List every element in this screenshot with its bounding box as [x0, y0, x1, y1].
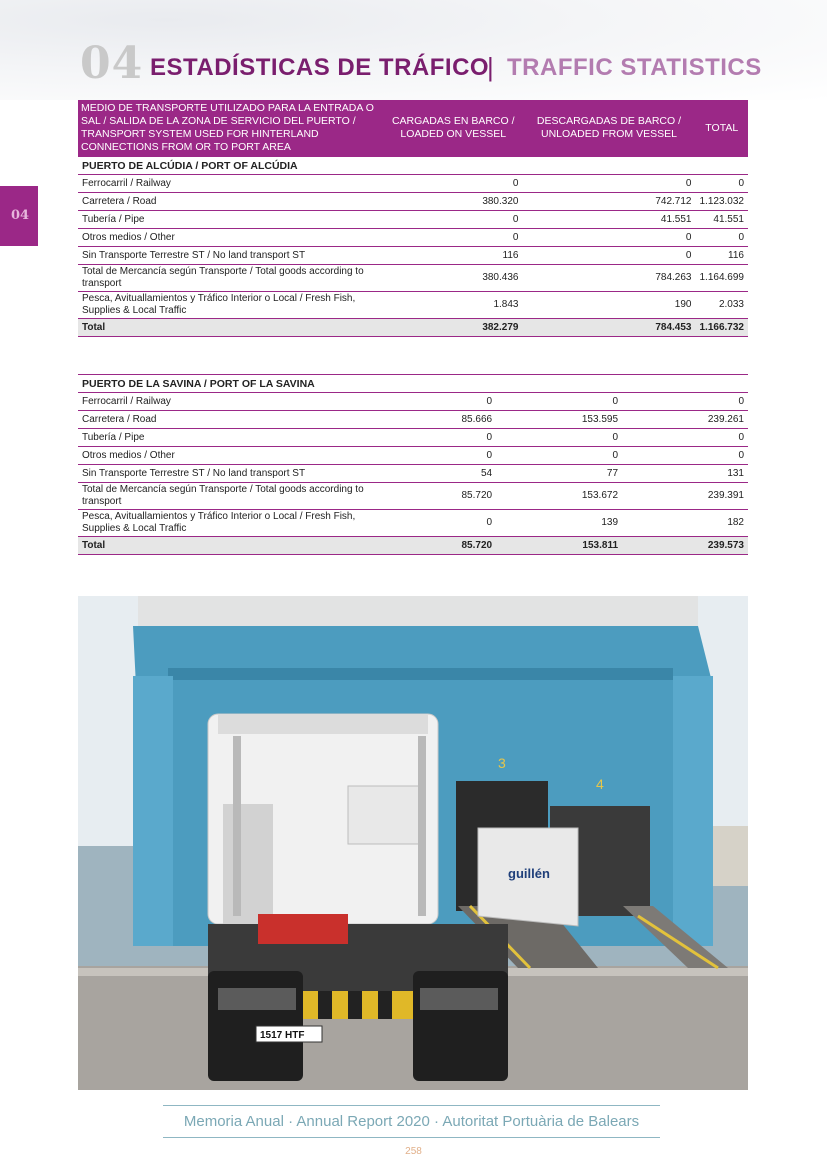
loaded-value: 116: [384, 247, 522, 265]
unloaded-value: 784.263: [522, 265, 695, 292]
total-value: 2.033: [695, 292, 748, 319]
unloaded-value: 153.672: [496, 483, 622, 510]
deck-number-4: 4: [596, 776, 604, 792]
title-separator: |: [487, 52, 494, 82]
total-row: [78, 537, 748, 555]
chapter-number: 04: [80, 38, 144, 89]
page-title-es: ESTADÍSTICAS DE TRÁFICO: [150, 54, 490, 81]
port-name: PUERTO DE LA SAVINA / PORT OF LA SAVINA: [78, 375, 748, 393]
table-row: [78, 247, 748, 265]
table-row: [78, 510, 748, 537]
header-unloaded: DESCARGADAS DE BARCO / UNLOADED FROM VESSEL: [522, 100, 695, 157]
port-row: [78, 375, 748, 393]
header-loaded: CARGADAS EN BARCO / LOADED ON VESSEL: [384, 100, 522, 157]
loaded-value: 0: [386, 429, 496, 447]
traffic-table-la-savina: [78, 374, 748, 555]
side-tab-label: 04: [11, 208, 30, 223]
unloaded-value: 0: [496, 447, 622, 465]
total-value: 41.551: [695, 211, 748, 229]
table-row: [78, 229, 748, 247]
trailer-brand: guillén: [508, 866, 550, 881]
table-row: [78, 292, 748, 319]
table-row: [78, 175, 748, 193]
header-total: TOTAL: [695, 100, 748, 157]
total-unloaded: 153.811: [496, 537, 622, 555]
unloaded-value: 153.595: [496, 411, 622, 429]
unloaded-value: 190: [522, 292, 695, 319]
total-value: 131: [622, 465, 748, 483]
row-label: Otros medios / Other: [78, 229, 384, 247]
chapter-side-tab: [0, 186, 38, 246]
ferry-truck-photo: [78, 596, 748, 1090]
loaded-value: 85.720: [386, 483, 496, 510]
row-label: Ferrocarril / Railway: [78, 175, 384, 193]
loaded-value: 1.843: [384, 292, 522, 319]
total-loaded: 85.720: [386, 537, 496, 555]
traffic-table-alcudia: [78, 100, 748, 337]
unloaded-value: 0: [522, 229, 695, 247]
loaded-value: 0: [384, 211, 522, 229]
port-name: PUERTO DE ALCÚDIA / PORT OF ALCÚDIA: [78, 157, 748, 175]
row-label: Carretera / Road: [78, 193, 384, 211]
total-value: 0: [622, 393, 748, 411]
loaded-value: 380.320: [384, 193, 522, 211]
total-total: 1.166.732: [695, 319, 748, 337]
total-row: [78, 319, 748, 337]
row-label: Total de Mercancía según Transporte / Total goods according to transport: [78, 483, 386, 510]
unloaded-value: 77: [496, 465, 622, 483]
port-row: [78, 157, 748, 175]
total-label: Total: [78, 319, 384, 337]
unloaded-value: 41.551: [522, 211, 695, 229]
total-value: 1.123.032: [695, 193, 748, 211]
unloaded-value: 139: [496, 510, 622, 537]
total-unloaded: 784.453: [522, 319, 695, 337]
total-value: 0: [622, 429, 748, 447]
deck-number-3: 3: [498, 755, 506, 771]
table-row: [78, 393, 748, 411]
loaded-value: 0: [384, 229, 522, 247]
license-plate: 1517 HTF: [260, 1030, 305, 1041]
table-row: [78, 211, 748, 229]
row-label: Sin Transporte Terrestre ST / No land transport ST: [78, 247, 384, 265]
header-transport-system: MEDIO DE TRANSPORTE UTILIZADO PARA LA ENTRADA O SAL / SALIDA DE LA ZONA DE SERVICIO DEL PUERTO / TRANSPORT SYSTEM USED FOR HINTERLAND CONNECTIONS FROM OR TO PORT AREA: [78, 100, 384, 157]
loaded-value: 380.436: [384, 265, 522, 292]
loaded-value: 0: [384, 175, 522, 193]
row-label: Sin Transporte Terrestre ST / No land transport ST: [78, 465, 386, 483]
row-label: Pesca, Avituallamientos y Tráfico Interior o Local / Fresh Fish, Supplies & Local Traffic: [78, 292, 384, 319]
table-header-row: [78, 100, 748, 157]
page-number: 258: [405, 1146, 422, 1157]
unloaded-value: 0: [496, 429, 622, 447]
loaded-value: 85.666: [386, 411, 496, 429]
footer-rule-bottom: [163, 1137, 660, 1138]
loaded-value: 54: [386, 465, 496, 483]
unloaded-value: 742.712: [522, 193, 695, 211]
row-label: Tubería / Pipe: [78, 211, 384, 229]
total-value: 0: [695, 229, 748, 247]
table-row: [78, 411, 748, 429]
table-row: [78, 483, 748, 510]
footer-rule-top: [163, 1105, 660, 1106]
loaded-value: 0: [386, 510, 496, 537]
row-label: Tubería / Pipe: [78, 429, 386, 447]
total-value: 239.261: [622, 411, 748, 429]
total-value: 0: [695, 175, 748, 193]
row-label: Total de Mercancía según Transporte / Total goods according to transport: [78, 265, 384, 292]
photo-illustration: [78, 596, 748, 1090]
table-row: [78, 447, 748, 465]
table-row: [78, 193, 748, 211]
row-label: Otros medios / Other: [78, 447, 386, 465]
row-label: Ferrocarril / Railway: [78, 393, 386, 411]
table-row: [78, 465, 748, 483]
loaded-value: 0: [386, 393, 496, 411]
total-value: 116: [695, 247, 748, 265]
total-label: Total: [78, 537, 386, 555]
total-total: 239.573: [622, 537, 748, 555]
page-title-en: TRAFFIC STATISTICS: [507, 54, 762, 81]
total-loaded: 382.279: [384, 319, 522, 337]
footer-text: Memoria Anual · Annual Report 2020 · Autoritat Portuària de Balears: [183, 1113, 640, 1130]
total-value: 239.391: [622, 483, 748, 510]
unloaded-value: 0: [496, 393, 622, 411]
total-value: 0: [622, 447, 748, 465]
row-label: Pesca, Avituallamientos y Tráfico Interior o Local / Fresh Fish, Supplies & Local Traffic: [78, 510, 386, 537]
row-label: Carretera / Road: [78, 411, 386, 429]
total-value: 1.164.699: [695, 265, 748, 292]
unloaded-value: 0: [522, 175, 695, 193]
table-row: [78, 429, 748, 447]
unloaded-value: 0: [522, 247, 695, 265]
table-row: [78, 265, 748, 292]
loaded-value: 0: [386, 447, 496, 465]
total-value: 182: [622, 510, 748, 537]
